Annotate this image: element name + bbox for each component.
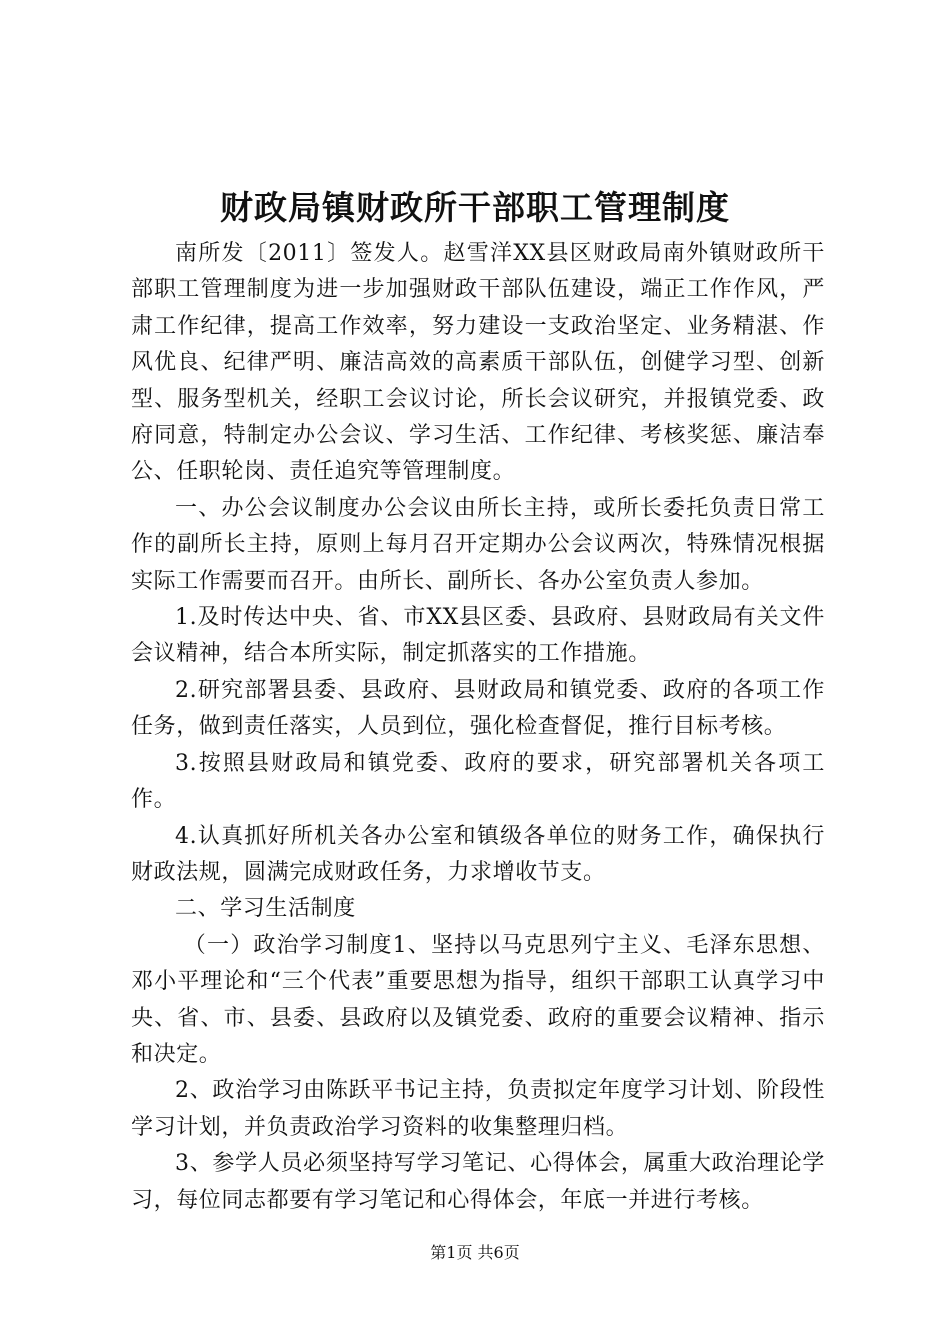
page-number: 第1页 共6页	[430, 1243, 520, 1262]
paragraph-item-1: 1.及时传达中央、省、市XX县区委、县政府、县财政局有关文件会议精神，结合本所实际，制定抓落实的工作措施。	[131, 605, 825, 667]
paragraph-section-2: 二、学习生活制度	[175, 896, 356, 922]
paragraph-section-1: 一、办公会议制度办公会议由所长主持，或所长委托负责日常工作的副所长主持，原则上每月召开定期办公会议两次，特殊情况根据实际工作需要而召开。由所长、副所长、各办公室负责人参加。	[131, 495, 825, 594]
paragraph-study-2: 2、政治学习由陈跃平书记主持，负责拟定年度学习计划、阶段性学习计划，并负责政治学习资料的收集整理归档。	[131, 1078, 825, 1140]
paragraph-item-3: 3.按照县财政局和镇党委、政府的要求，研究部署机关各项工作。	[131, 750, 825, 813]
paragraph-item-2: 2.研究部署县委、县政府、县财政局和镇党委、政府的各项工作任务，做到责任落实，人员到位，强化检查督促，推行目标考核。	[131, 677, 825, 740]
document-body	[131, 236, 825, 1219]
paragraph-intro: 南所发〔2011〕签发人。赵雪洋XX县区财政局南外镇财政所干部职工管理制度为进一步加强财政干部队伍建设，端正工作作风，严肃工作纪律，提高工作效率，努力建设一支政治坚定、业务精湛、作风优良、纪律严明、廉洁高效的高素质干部队伍，创健学习型、创新型、服务型机关，经职工会议讨论，所长会议研究，并报镇党委、政府同意，特制定办公会议、学习生活、工作纪律、考核奖惩、廉洁奉公、任职轮岗、责任追究等管理制度。	[131, 241, 825, 485]
paragraph-subsection-1: （一）政治学习制度1、坚持以马克思列宁主义、毛泽东思想、邓小平理论和“三个代表”重要思想为指导，组织干部职工认真学习中央、省、市、县委、县政府以及镇党委、政府的重要会议精神、指示和决定。	[131, 932, 825, 1067]
document-title: 财政局镇财政所干部职工管理制度	[220, 188, 730, 227]
paragraph-item-4: 4.认真抓好所机关各办公室和镇级各单位的财务工作，确保执行财政法规，圆满完成财政任务，力求增收节支。	[131, 823, 825, 885]
paragraph-study-3: 3、参学人员必须坚持写学习笔记、心得体会，属重大政治理论学习，每位同志都要有学习笔记和心得体会，年底一并进行考核。	[131, 1151, 825, 1213]
